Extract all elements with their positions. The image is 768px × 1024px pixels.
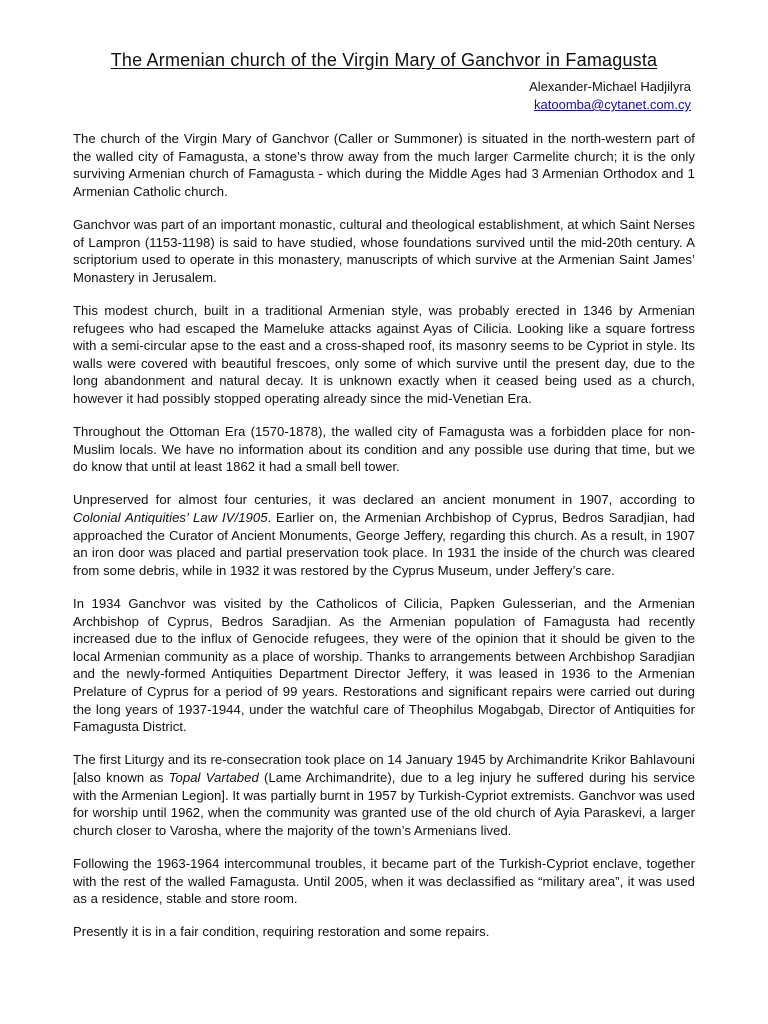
author-block <box>73 78 691 114</box>
paragraph-preservation-text-1: Unpreserved for almost four centuries, it was declared an ancient monument in 1907, according to <box>73 492 695 508</box>
document-body <box>73 130 695 941</box>
document-page <box>73 48 695 957</box>
paragraph-liturgy <box>73 751 695 839</box>
document-title: The Armenian church of the Virgin Mary of Ganchvor in Famagusta <box>110 50 658 70</box>
paragraph-enclave: Following the 1963-1964 intercommunal troubles, it became part of the Turkish-Cypriot enclave, together with the rest of the walled Famagusta. Until 2005, when it was declassified as “military area”, it was used as a residence, stable and store room. <box>73 855 695 907</box>
author-email-link[interactable]: katoomba@cytanet.com.cy <box>534 97 691 112</box>
paragraph-monastery: Ganchvor was part of an important monastic, cultural and theological establishment, at which Saint Nerses of Lampron (1153-1198) is said to have studied, whose foundations survived until the mid-20th century. A scriptorium used to operate in this monastery, manuscripts of which survive at the Armenian Saint James’ Monastery in Jerusalem. <box>73 216 695 285</box>
paragraph-construction: This modest church, built in a traditional Armenian style, was probably erected in 1346 by Armenian refugees who had escaped the Mameluke attacks against Ayas of Cilicia. Looking like a square fortress with a semi-circular apse to the east and a cross-shaped roof, its masonry seems to be Cypriot in style. Its walls were covered with beautiful frescoes, only some of which survive until the present day, due to the long abandonment and natural decay. It is unknown exactly when it ceased being used as a church, however it had possibly stopped operating already since the mid-Venetian Era. <box>73 302 695 406</box>
paragraph-liturgy-text-1: The first Liturgy and its re-consecration took place on 14 January 1945 by Archimandrite Krikor Bahlavouni [also known as <box>73 752 695 785</box>
paragraph-location: The church of the Virgin Mary of Ganchvor (Caller or Summoner) is situated in the north-western part of the walled city of Famagusta, a stone’s throw away from the much larger Carmelite church; it is the only surviving Armenian church of Famagusta - which during the Middle Ages had 3 Armenian Orthodox and 1 Armenian Catholic church. <box>73 131 695 199</box>
paragraph-present: Presently it is in a fair condition, requiring restoration and some repairs. <box>73 924 490 940</box>
paragraph-liturgy-text-2: (Lame Archimandrite), due to a leg injury he suffered during his service with the Armenian Legion]. It was partially burnt in 1957 by Turkish-Cypriot extremists. Ganchvor was used for worship until 1962, when the community was granted use of the old church of Ayia Paraskevi, a larger church closer to Varosha, where the majority of the town’s Armenians lived. <box>73 769 696 838</box>
paragraph-ottoman-era: Throughout the Ottoman Era (1570-1878), the walled city of Famagusta was a forbidden place for non-Muslim locals. We have no information about its condition and any possible use during that time, but we do know that until at least 1862 it had a small bell tower. <box>73 424 695 475</box>
law-title: Colonial Antiquities’ Law IV/1905 <box>73 510 268 526</box>
paragraph-preservation-text-2: . Earlier on, the Armenian Archbishop of Cyprus, Bedros Saradjian, had approached the Curator of Ancient Monuments, George Jeffery, regarding this church. As a result, in 1907 an iron door was placed and partial preservation took place. In 1931 the inside of the church was cleared from some debris, while in 1932 it was restored by the Cyprus Museum, under Jeffery’s care. <box>73 510 695 578</box>
author-name: Alexander-Michael Hadjilyra <box>529 79 691 94</box>
paragraph-1934-visit: In 1934 Ganchvor was visited by the Catholicos of Cilicia, Papken Gulesserian, and the Armenian Archbishop of Cyprus, Bedros Saradjian. As the Armenian population of Famagusta had recently increased due to the influx of Genocide refugees, they were of the opinion that it should be given to the local Armenian community as a place of worship. Thanks to arrangements between Archbishop Saradjian and the newly-formed Antiquities Department Director Jeffery, it was leased in 1936 to the Armenian Prelature of Cyprus for a period of 99 years. Restorations and significant repairs were carried out during the long years of 1937-1944, under the watchful care of Theophilus Mogabgab, Director of Antiquities for Famagusta District. <box>73 596 695 735</box>
nickname-topal-vartabed: Topal Vartabed <box>168 769 259 785</box>
paragraph-preservation <box>73 491 695 579</box>
